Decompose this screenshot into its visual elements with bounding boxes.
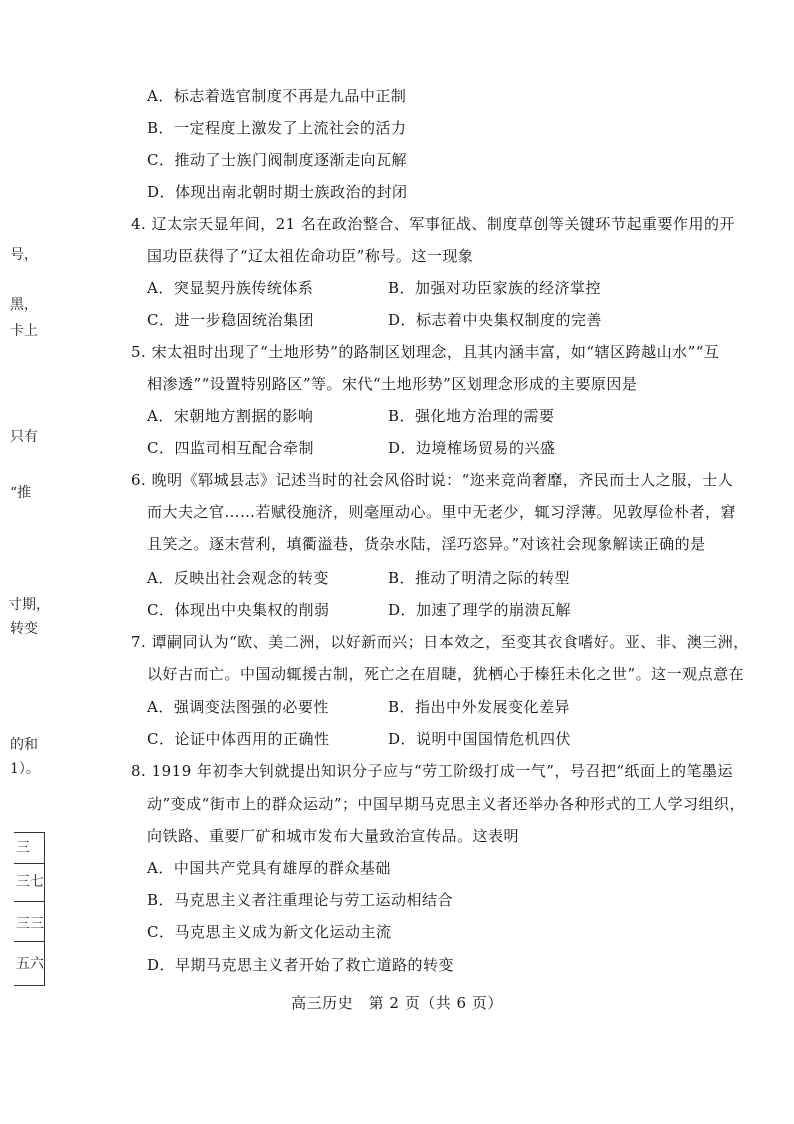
margin-fragment: 号， <box>10 247 38 263</box>
q5-option-a: A．宋朝地方割据的影响 <box>147 407 314 425</box>
margin-fragment: “推 <box>10 485 32 501</box>
q8-stem-line-1: 8. 1919 年初李大钊就提出知识分子应与“劳工阶级打成一气”，号召把“纸面上的笔墨运 <box>131 762 734 780</box>
q3-option-d: D．体现出南北朝时期士族政治的封闭 <box>147 183 408 201</box>
margin-table-fragment <box>14 832 45 986</box>
margin-table-cell: 三七 <box>16 874 44 890</box>
q4-stem-line-1: 4. 辽太宗天显年间，21 名在政治整合、军事征战、制度草创等关键环节起重要作用的开 <box>131 215 735 233</box>
q4-option-b: B．加强对功臣家族的经济掌控 <box>388 279 602 297</box>
q6-option-d: D．加速了理学的崩溃瓦解 <box>388 601 572 619</box>
margin-table-cell: 三三 <box>16 916 44 932</box>
q8-option-d: D．早期马克思主义者开始了救亡道路的转变 <box>147 956 455 974</box>
q3-option-b: B．一定程度上激发了上流社会的活力 <box>147 119 407 137</box>
q7-stem-line-1: 7. 谭嗣同认为“欧、美二洲，以好新而兴；日本效之，至变其衣食嗜好。亚、非、澳三洲， <box>131 633 749 651</box>
margin-fragment: 黑， <box>10 297 38 313</box>
q4-option-a: A．突显契丹族传统体系 <box>147 279 314 297</box>
margin-table-divider <box>14 941 44 942</box>
q7-option-a: A．强调变法图强的必要性 <box>147 698 329 716</box>
q7-option-c: C．论证中体西用的正确性 <box>147 730 330 748</box>
q4-option-c: C．进一步稳固统治集团 <box>147 311 314 329</box>
q8-stem-line-2: 动”变成“街市上的群众运动”；中国早期马克思主义者还举办各种形式的工人学习组织， <box>147 795 746 813</box>
q3-option-a: A．标志着选官制度不再是九品中正制 <box>147 87 407 105</box>
q6-option-c: C．体现出中央集权的削弱 <box>147 601 330 619</box>
q5-option-d: D．边境榷场贸易的兴盛 <box>388 439 556 457</box>
margin-fragment: 1）。 <box>10 761 40 777</box>
q5-option-c: C．四监司相互配合牵制 <box>147 439 314 457</box>
q8-option-c: C．马克思主义成为新文化运动主流 <box>147 923 392 941</box>
margin-table-cell: 三 <box>16 840 30 856</box>
q6-stem-line-2: 而大夫之官……若赋役施济，则毫厘动心。里中无老少，辄习浮薄。见敦厚俭朴者，窘 <box>147 503 737 521</box>
page-footer: 高三历史 第 2 页（共 6 页） <box>291 994 503 1012</box>
margin-fragment: 寸期， <box>8 597 50 613</box>
margin-fragment: 的和 <box>10 737 38 753</box>
margin-fragment: 转变 <box>10 621 38 637</box>
q4-option-d: D．标志着中央集权制度的完善 <box>388 311 603 329</box>
margin-fragment: 卡上 <box>10 323 38 339</box>
margin-fragment: 只有 <box>10 429 38 445</box>
q5-stem-line-1: 5. 宋太祖时出现了“土地形势”的路制区划理念，且其内涵丰富，如“辖区跨越山水”“互 <box>131 343 720 361</box>
q8-stem-line-3: 向铁路、重要厂矿和城市发布大量致治宣传品。这表明 <box>147 827 520 845</box>
q6-option-a: A．反映出社会观念的转变 <box>147 569 329 587</box>
q5-stem-line-2: 相渗透”“设置特别路区”等。宋代“土地形势”区划理念形成的主要原因是 <box>147 375 638 393</box>
q8-option-b: B．马克思主义者注重理论与劳工运动相结合 <box>147 891 454 909</box>
q7-option-b: B．指出中外发展变化差异 <box>388 698 571 716</box>
margin-table-divider <box>14 901 44 902</box>
q5-option-b: B．强化地方治理的需要 <box>388 407 555 425</box>
q7-option-d: D．说明中国国情危机四伏 <box>388 730 572 748</box>
q6-option-b: B．推动了明清之际的转型 <box>388 569 571 587</box>
q8-option-a: A．中国共产党具有雄厚的群众基础 <box>147 859 391 877</box>
q7-stem-line-2: 以好古而亡。中国动辄援古制，死亡之在眉睫，犹栖心于榛狂未化之世”。这一观点意在 <box>147 665 745 683</box>
q6-stem-line-3: 且笑之。逐末营利，填衢溢巷，货杂水陆，淫巧恣异。”对该社会现象解读正确的是 <box>147 535 706 553</box>
margin-table-cell: 五六 <box>16 956 44 972</box>
q6-stem-line-1: 6. 晚明《郓城县志》记述当时的社会风俗时说：“迩来竞尚奢靡，齐民而士人之服，士人 <box>131 471 734 489</box>
q3-option-c: C．推动了士族门阀制度逐渐走向瓦解 <box>147 151 407 169</box>
q4-stem-line-2: 国功臣获得了“辽太祖佐命功臣”称号。这一现象 <box>147 247 474 265</box>
margin-table-divider <box>14 863 44 864</box>
